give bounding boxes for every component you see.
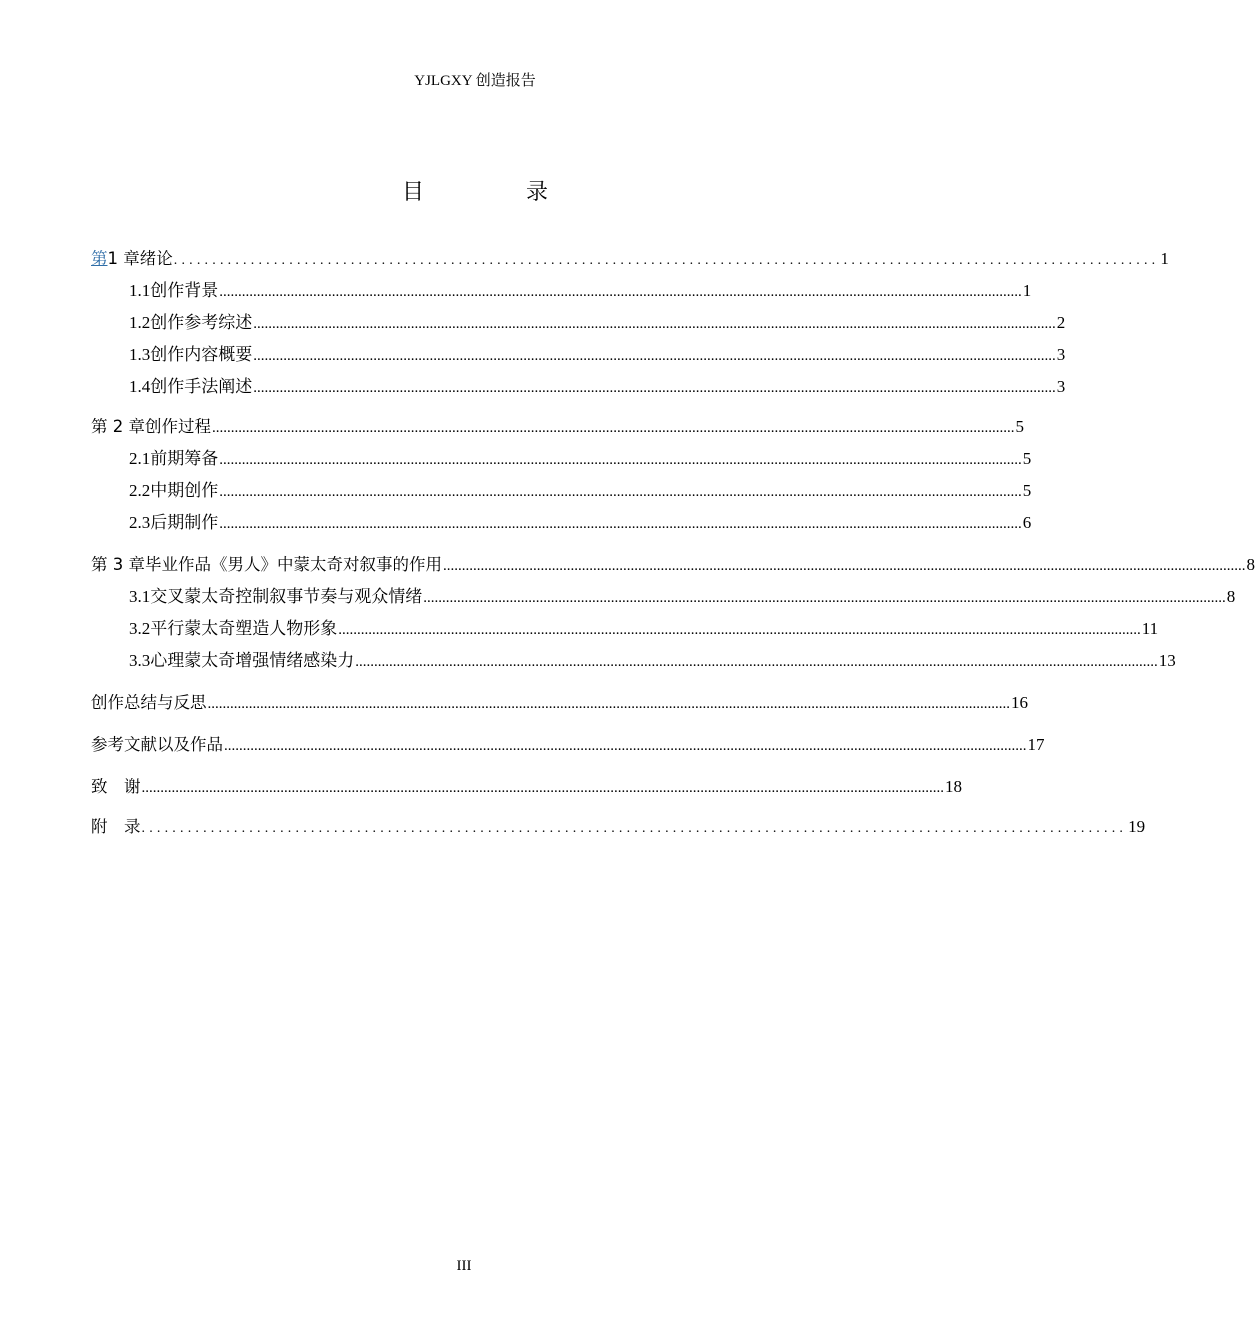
section-page: 3 xyxy=(1056,345,1066,364)
toc-entry-appendix[interactable] xyxy=(91,814,1146,846)
section-number: 2.1 xyxy=(129,449,151,468)
toc-entry-2-3[interactable] xyxy=(91,510,1032,542)
references-page: 17 xyxy=(1027,735,1045,754)
toc-entry-references[interactable] xyxy=(91,732,1045,764)
section-number: 2.2 xyxy=(129,481,151,500)
section-title: 平行蒙太奇塑造人物形象 xyxy=(150,619,338,638)
section-number: 1.4 xyxy=(129,377,151,396)
thanks-title: 致 谢 xyxy=(91,777,141,796)
toc-entry-3-1[interactable] xyxy=(91,584,1236,616)
section-page: 13 xyxy=(1158,651,1176,670)
dot-leader: ...................................................................................................................................................................................................................... xyxy=(253,348,1056,364)
dot-leader: ...................................................................................................................................................................................................................... xyxy=(207,696,1010,712)
dot-leader: ................................................................................................................................ xyxy=(173,253,1160,268)
toc-entry-1-4[interactable] xyxy=(91,374,1066,406)
toc-entry-1-3[interactable] xyxy=(91,342,1066,374)
dot-leader: ...................................................................................................................................................................................................................... xyxy=(212,420,1015,436)
appendix-title: 附 录 xyxy=(91,817,141,836)
section-page: 5 xyxy=(1022,449,1032,468)
dot-leader: ...................................................................................................................................................................................................................... xyxy=(423,590,1226,606)
appendix-page: 19 xyxy=(1128,817,1146,836)
chapter-3-title: 毕业作品《男人》中蒙太奇对叙事的作用 xyxy=(145,555,442,574)
toc-entry-2-2[interactable] xyxy=(91,478,1032,510)
toc-entry-2-1[interactable] xyxy=(91,446,1032,478)
section-title: 中期创作 xyxy=(150,481,219,500)
dot-leader: ...................................................................................................................................................................................................................... xyxy=(355,654,1158,670)
chapter-2-page: 5 xyxy=(1015,417,1024,436)
page-header: YJLGXY 创造报告 xyxy=(414,73,536,89)
toc-entry-chapter-1[interactable] xyxy=(91,246,1169,278)
section-title: 创作手法阐述 xyxy=(150,377,253,396)
chapter-3-page: 8 xyxy=(1246,555,1255,574)
chapter-3-label: 第 3 章 xyxy=(91,555,145,574)
summary-page: 16 xyxy=(1011,693,1028,712)
section-number: 3.2 xyxy=(129,619,151,638)
dot-leader: ................................................................................................................................ xyxy=(141,821,1128,836)
toc-entry-summary[interactable] xyxy=(91,690,1028,722)
toc-title: 目 录 xyxy=(401,180,588,205)
toc-entry-1-1[interactable] xyxy=(91,278,1032,310)
chapter-1-page: 1 xyxy=(1160,249,1169,268)
toc-entry-3-3[interactable] xyxy=(91,648,1176,680)
section-number: 2.3 xyxy=(129,513,151,532)
dot-leader: ...................................................................................................................................................................................................................... xyxy=(443,558,1246,574)
table-of-contents xyxy=(91,246,1255,846)
section-title: 创作内容概要 xyxy=(150,345,253,364)
toc-entry-thanks[interactable] xyxy=(91,774,962,806)
chapter-1-title: 绪论 xyxy=(139,249,173,268)
section-page: 6 xyxy=(1022,513,1032,532)
section-number: 3.1 xyxy=(129,587,151,606)
page-number: III xyxy=(456,1258,472,1274)
dot-leader: ...................................................................................................................................................................................................................... xyxy=(253,380,1056,396)
section-page: 3 xyxy=(1056,377,1066,396)
dot-leader: ...................................................................................................................................................................................................................... xyxy=(338,622,1141,638)
chapter-2-title: 创作过程 xyxy=(145,417,211,436)
section-page: 1 xyxy=(1022,281,1032,300)
chapter-1-label: 1 章 xyxy=(107,249,140,268)
dot-leader: ...................................................................................................................................................................................................................... xyxy=(224,738,1027,754)
dot-leader: ...................................................................................................................................................................................................................... xyxy=(253,316,1056,332)
section-page: 8 xyxy=(1226,587,1236,606)
section-number: 1.2 xyxy=(129,313,151,332)
chapter-2-label: 第 2 章 xyxy=(91,417,145,436)
section-page: 5 xyxy=(1022,481,1032,500)
references-title: 参考文献以及作品 xyxy=(91,735,223,754)
dot-leader: ...................................................................................................................................................................................................................... xyxy=(219,284,1022,300)
section-number: 1.1 xyxy=(129,281,151,300)
dot-leader: ...................................................................................................................................................................................................................... xyxy=(219,452,1022,468)
section-number: 1.3 xyxy=(129,345,151,364)
dot-leader: ...................................................................................................................................................................................................................... xyxy=(219,484,1022,500)
dot-leader: ...................................................................................................................................................................................................................... xyxy=(141,780,944,796)
section-title: 创作参考综述 xyxy=(150,313,253,332)
toc-entry-chapter-2[interactable] xyxy=(91,414,1024,446)
toc-entry-1-2[interactable] xyxy=(91,310,1066,342)
section-page: 11 xyxy=(1141,619,1159,638)
section-page: 2 xyxy=(1056,313,1066,332)
section-title: 交叉蒙太奇控制叙事节奏与观众情绪 xyxy=(150,587,423,606)
section-number: 3.3 xyxy=(129,651,151,670)
section-title: 前期筹备 xyxy=(150,449,219,468)
section-title: 心理蒙太奇增强情绪感染力 xyxy=(150,651,355,670)
summary-title: 创作总结与反思 xyxy=(91,693,207,712)
section-title: 创作背景 xyxy=(150,281,219,300)
section-title: 后期制作 xyxy=(150,513,219,532)
toc-entry-3-2[interactable] xyxy=(91,616,1159,648)
dot-leader: ...................................................................................................................................................................................................................... xyxy=(219,516,1022,532)
chapter-1-prefix-link[interactable]: 第 xyxy=(91,249,108,268)
toc-entry-chapter-3[interactable] xyxy=(91,552,1255,584)
thanks-page: 18 xyxy=(945,777,962,796)
